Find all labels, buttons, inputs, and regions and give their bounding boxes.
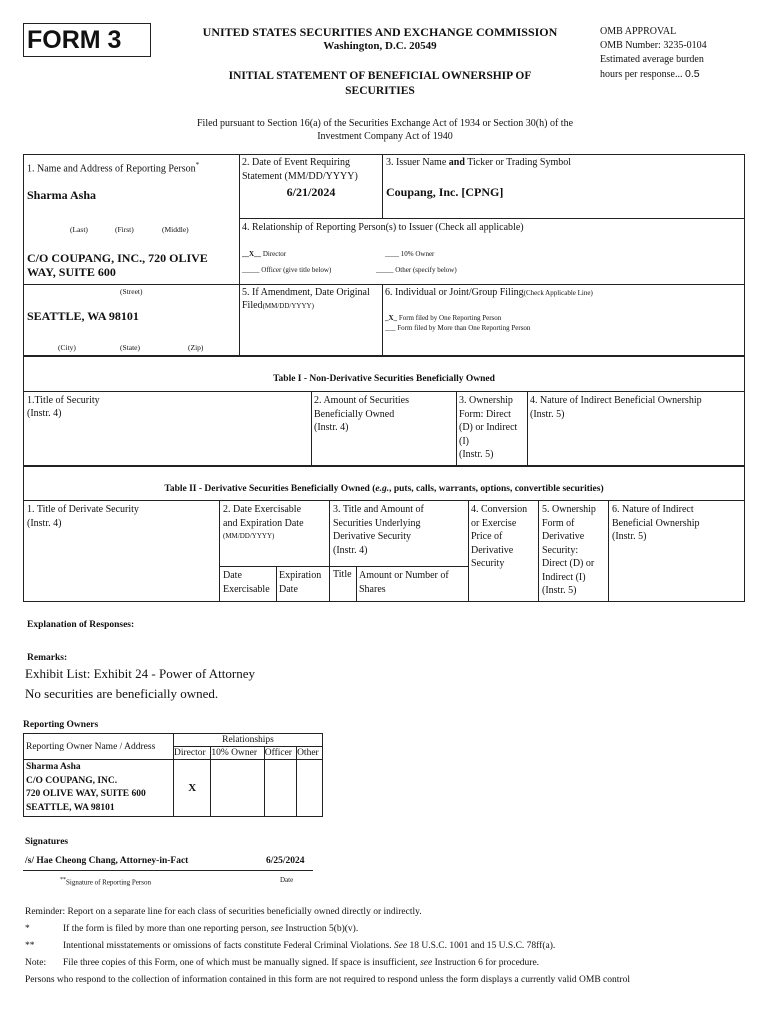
owners-col-name: Reporting Owner Name / Address xyxy=(24,734,174,760)
signature-line xyxy=(23,870,313,871)
owners-relationships: Relationships xyxy=(174,734,323,747)
table2-col5-line5: Direct (D) or xyxy=(542,558,595,569)
owners-col-ten: 10% Owner xyxy=(211,747,264,760)
note3-mark: Note: xyxy=(25,958,47,968)
note2 xyxy=(63,941,555,951)
table2-col3 xyxy=(333,503,424,557)
box4-label: 4. Relationship of Reporting Person(s) to Issuer (Check all applicable) xyxy=(242,222,524,233)
form-name-box xyxy=(23,23,151,57)
expiration-date-line1: Expiration xyxy=(279,570,322,581)
table2-title-post: , puts, calls, warrants, options, convertible securities) xyxy=(389,484,604,494)
table2-col1-line2: (Instr. 4) xyxy=(27,517,62,529)
owners-col-director: Director xyxy=(174,747,211,760)
box6-label-small: (Check Applicable Line) xyxy=(523,289,593,297)
table1-col3-line1: 3. Ownership xyxy=(459,395,513,406)
box1-label-text: 1. Name and Address of Reporting Person xyxy=(27,163,196,175)
relationship-officer xyxy=(242,266,331,274)
note3-see: see xyxy=(420,958,433,968)
label-first: (First) xyxy=(115,225,134,234)
table2-col3-line3: Derivative Security xyxy=(333,531,412,542)
street-address-line1: C/O COUPANG, INC., 720 OLIVE xyxy=(27,251,208,265)
note1-pre: If the form is filed by more than one reporting person, xyxy=(63,924,269,934)
signatures-title: Signatures xyxy=(25,837,69,847)
omb-burden-hours-label: hours per response... xyxy=(600,69,683,80)
table2-col4-line4: Derivative xyxy=(471,544,514,556)
table1-col3 xyxy=(459,394,517,462)
signature-star: ** xyxy=(60,877,66,883)
table2-col2-line2: and Expiration Date xyxy=(223,517,304,529)
remarks-label: Remarks: xyxy=(27,653,68,663)
remarks-line1: Exhibit List: Exhibit 24 - Power of Attorney xyxy=(25,666,256,681)
label-middle: (Middle) xyxy=(162,225,189,234)
owners-row xyxy=(24,760,323,817)
box3-label-and: and xyxy=(448,157,465,168)
table2-col2-sub2 xyxy=(279,569,321,596)
note2-see: See xyxy=(393,941,408,951)
expiration-date-line2: Date xyxy=(279,583,298,595)
table2-col5-line6: Indirect (I) xyxy=(542,571,586,583)
note3 xyxy=(63,958,539,968)
reporting-person-name: Sharma Asha xyxy=(27,188,97,202)
signer-name: /s/ Hae Cheong Chang, Attorney-in-Fact xyxy=(25,856,189,866)
owner-name: Sharma Asha xyxy=(26,762,81,772)
box2-label-line2: Statement (MM/DD/YYYY) xyxy=(242,171,358,182)
table2-col3-line1: 3. Title and Amount of xyxy=(333,504,424,515)
filing-option-multi-mark: ___ xyxy=(385,324,396,332)
table1-col2-line2: Beneficially Owned xyxy=(314,408,395,420)
table2-col3-sub1: Title xyxy=(333,569,352,580)
note2-pre: Intentional misstatements or omissions of facts constitute Federal Criminal Violations. xyxy=(63,941,392,951)
table2-col6-line2: Beneficial Ownership xyxy=(612,517,700,529)
filing-option-one-mark: _X_ xyxy=(385,314,398,322)
date-caption: Date xyxy=(280,876,294,884)
table2-col4 xyxy=(471,503,527,571)
table1-col3-line2: Form: Direct xyxy=(459,408,511,420)
table1-col1 xyxy=(27,394,100,420)
omb-burden-line1: Estimated average burden xyxy=(600,54,704,65)
event-date: 6/21/2024 xyxy=(286,185,336,199)
omb-burden-line2 xyxy=(600,67,760,82)
filing-option-one xyxy=(385,314,501,322)
table2-col6-line1: 6. Nature of Indirect xyxy=(612,504,694,515)
table1-col4-line1: 4. Nature of Indirect Beneficial Ownership xyxy=(530,395,702,406)
omb-approval xyxy=(600,25,760,82)
other-mark: _____ xyxy=(376,266,394,274)
signature-caption xyxy=(60,877,151,886)
officer-label: Officer (give title below) xyxy=(261,266,332,274)
table1-col2-line1: 2. Amount of Securities xyxy=(314,395,409,406)
table2-col3-sub2 xyxy=(359,569,449,596)
omb-burden-hours: 0.5 xyxy=(684,68,700,80)
table2-col5-line7: (Instr. 5) xyxy=(542,585,577,596)
box3-label-post: Ticker or Trading Symbol xyxy=(467,157,572,168)
table2-col5-line3: Derivative xyxy=(542,531,585,542)
table2-col1-line1: 1. Title of Derivate Security xyxy=(27,504,139,515)
label-street: (Street) xyxy=(120,287,143,296)
street-address-line2: WAY, SUITE 600 xyxy=(27,265,116,279)
form-name: FORM 3 xyxy=(27,26,122,54)
table1-col3-line5: (Instr. 5) xyxy=(459,449,494,460)
director-label: Director xyxy=(262,250,287,258)
label-state: (State) xyxy=(120,343,140,352)
ten-pct-label: 10% Owner xyxy=(400,250,435,258)
box6-label xyxy=(385,287,593,298)
form-title-line1: INITIAL STATEMENT OF BENEFICIAL OWNERSHIP OF xyxy=(228,70,532,82)
note2-post: 18 U.S.C. 1001 and 15 U.S.C. 78ff(a). xyxy=(409,941,556,951)
note1-post: Instruction 5(b)(v). xyxy=(285,924,359,934)
table2-col2-sub1 xyxy=(223,569,270,596)
label-zip: (Zip) xyxy=(188,343,204,352)
box3-label xyxy=(386,157,571,168)
table2-col4-line1: 4. Conversion xyxy=(471,504,528,515)
box3-label-pre: 3. Issuer Name xyxy=(386,157,447,168)
box2-label-line1: 2. Date of Event Requiring xyxy=(242,157,351,168)
amount-shares-line1: Amount or Number of xyxy=(359,570,449,581)
agency-location: Washington, D.C. 20549 xyxy=(323,40,437,52)
filed-pursuant-line1: Filed pursuant to Section 16(a) of the Securities Exchange Act of 1934 or Section 30(h) of the xyxy=(196,118,574,129)
table2-col5-line2: Form of xyxy=(542,517,575,529)
other-label: Other (specify below) xyxy=(395,266,457,274)
date-exercisable-line2: Exercisable xyxy=(223,583,270,595)
agency-title: UNITED STATES SECURITIES AND EXCHANGE COMMISSION xyxy=(202,25,558,39)
owners-col-officer: Officer xyxy=(264,747,296,760)
explanation-label: Explanation of Responses: xyxy=(27,620,135,630)
filing-option-multi-label: Form filed by More than One Reporting Person xyxy=(397,324,531,332)
table1-col3-line4: (I) xyxy=(459,435,469,447)
owner-address-line1: C/O COUPANG, INC. xyxy=(26,775,118,786)
table2-col6-line3: (Instr. 5) xyxy=(612,531,647,542)
city-state-zip: SEATTLE, WA 98101 xyxy=(27,309,139,323)
amount-shares-line2: Shares xyxy=(359,583,386,595)
owner-ten-mark xyxy=(211,760,264,817)
owner-name-address xyxy=(24,760,174,817)
table1-col3-line3: (D) or Indirect xyxy=(459,422,518,433)
box1-star: * xyxy=(195,161,200,169)
owner-director-mark: X xyxy=(174,760,211,817)
table2-col3-line4: (Instr. 4) xyxy=(333,544,368,556)
table2-col5-line1: 5. Ownership xyxy=(542,504,596,515)
table2-title xyxy=(23,484,745,494)
note2-mark: ** xyxy=(25,941,35,951)
relationship-other xyxy=(376,266,457,274)
table1-col2 xyxy=(314,394,409,435)
owner-other-mark xyxy=(297,760,323,817)
table2-col3-line2: Securities Underlying xyxy=(333,517,421,529)
table2-col2 xyxy=(223,503,304,544)
box6-label-text: 6. Individual or Joint/Group Filing xyxy=(385,287,524,298)
omb-approval-title: OMB APPROVAL xyxy=(600,26,677,37)
owners-col-other: Other xyxy=(297,747,323,760)
table1-col4 xyxy=(530,394,702,421)
owner-address-line2: 720 OLIVE WAY, SUITE 600 xyxy=(26,789,146,799)
note3-post: Instruction 6 for procedure. xyxy=(434,958,540,968)
ten-pct-mark: ____ xyxy=(385,250,399,258)
table2-col2-line3: (MM/DD/YYYY) xyxy=(223,532,275,540)
filing-option-one-label: Form filed by One Reporting Person xyxy=(398,314,502,322)
filed-pursuant-line2: Investment Company Act of 1940 xyxy=(317,131,453,142)
box5-filed: Filed xyxy=(242,300,263,311)
issuer-name: Coupang, Inc. [CPNG] xyxy=(386,185,504,199)
reminder: Reminder: Report on a separate line for each class of securities beneficially owned directly or indirectly. xyxy=(25,907,422,917)
signature-label: Signature of Reporting Person xyxy=(66,878,151,887)
filing-option-multi xyxy=(385,324,530,332)
box1-label xyxy=(27,161,199,174)
table2-col2-line1: 2. Date Exercisable xyxy=(223,504,302,515)
owners-table xyxy=(23,733,323,817)
table2-col6 xyxy=(612,503,699,544)
table2-col5 xyxy=(542,503,596,598)
table2-title-pre: Table II - Derivative Securities Beneficially Owned ( xyxy=(164,484,376,494)
signature-date: 6/25/2024 xyxy=(266,856,305,866)
box5-label-line2 xyxy=(242,300,314,311)
note1-see: see xyxy=(270,924,284,934)
label-last: (Last) xyxy=(70,225,88,234)
note1 xyxy=(63,924,358,934)
table2-col1 xyxy=(27,503,139,530)
table1-col1-line2: (Instr. 4) xyxy=(27,408,62,419)
remarks-line2: No securities are beneficially owned. xyxy=(25,686,219,701)
table1-col4-line2: (Instr. 5) xyxy=(530,408,565,420)
box5-format: (MM/DD/YYYY) xyxy=(262,302,314,310)
table1-title: Table I - Non-Derivative Securities Beneficially Owned xyxy=(273,374,495,384)
table2-col5-line4: Security: xyxy=(542,544,579,556)
owner-address-line3: SEATTLE, WA 98101 xyxy=(26,802,115,813)
table2-col4-line2: or Exercise xyxy=(471,517,517,529)
officer-mark: _____ xyxy=(242,266,260,274)
box5-label-line1: 5. If Amendment, Date Original xyxy=(242,287,370,298)
relationship-director xyxy=(242,250,286,258)
table2-col4-line5: Security xyxy=(471,558,505,569)
persons-notice: Persons who respond to the collection of information contained in this form are not required to respond unless the form displays a currently valid OMB control xyxy=(25,975,630,985)
table1-col1-line1: 1.Title of Security xyxy=(27,395,100,406)
note1-mark: * xyxy=(25,924,30,934)
owner-officer-mark xyxy=(264,760,296,817)
relationship-ten-pct xyxy=(385,250,434,258)
label-city: (City) xyxy=(58,343,76,352)
table2-col4-line3: Price of xyxy=(471,531,503,542)
table2-title-eg: e.g. xyxy=(375,484,390,494)
date-exercisable-line1: Date xyxy=(223,570,242,581)
table1-col2-line3: (Instr. 4) xyxy=(314,422,349,433)
director-mark: __X__ xyxy=(242,250,262,258)
form-title-line2: SECURITIES xyxy=(345,85,415,97)
omb-number: OMB Number: 3235-0104 xyxy=(600,40,707,51)
owners-title: Reporting Owners xyxy=(23,720,99,730)
note3-pre: File three copies of this Form, one of which must be manually signed. If space is insufficient, xyxy=(63,958,418,968)
